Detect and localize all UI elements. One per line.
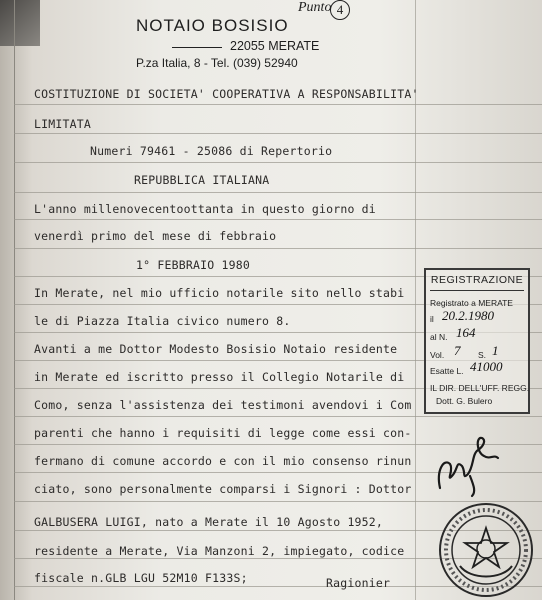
stamp-registered-label: Registrato a MERATE: [430, 298, 513, 308]
corner-shadow: [0, 0, 40, 46]
body-line: residente a Merate, Via Manzoni 2, impiegato, codice: [34, 544, 405, 558]
deed-date: 1° FEBBRAIO 1980: [136, 258, 250, 272]
body-line: L'anno millenovecentoottanta in questo giorno di: [34, 202, 376, 216]
stamp-paid-label: Esatte L.: [430, 366, 464, 376]
stamp-paid-value: 41000: [470, 359, 503, 374]
letterhead-dash: [172, 47, 222, 48]
stamp-series-label: S.: [478, 350, 487, 360]
notary-signature: [428, 430, 508, 500]
stamp-date-value: 20.2.1980: [442, 308, 494, 323]
body-line: Ragionier: [326, 576, 391, 590]
repertory-numbers: Numeri 79461 - 25086 di Repertorio: [90, 144, 333, 158]
handwritten-note: Punto: [298, 0, 332, 15]
body-line: fiscale n.GLB LGU 52M10 F133S;: [34, 571, 248, 585]
body-line: In Merate, nel mio ufficio notarile sito nello stabi: [34, 286, 405, 300]
handwritten-number: 4: [330, 0, 350, 20]
postcode-city: 22055 MERATE: [230, 39, 320, 53]
stamp-number-value: 164: [456, 325, 476, 340]
body-line: parenti che hanno i requisiti di legge come essi con-: [34, 426, 412, 440]
body-line: Como, senza l'assistenza dei testimoni avendovi i Com: [34, 398, 412, 412]
body-line: GALBUSERA LUIGI, nato a Merate il 10 Agosto 1952,: [34, 515, 384, 529]
stamp-volume-value: 7: [454, 343, 461, 358]
stamp-office-label: IL DIR. DELL'UFF. REGG.: [430, 383, 530, 393]
body-line: ciato, sono personalmente comparsi i Signori : Dottor: [34, 482, 412, 496]
stamp-number-label: al N.: [430, 332, 448, 342]
notary-name: NOTAIO BOSISIO: [136, 16, 289, 35]
body-line: fermano di comune accordo e con il mio consenso rinun: [34, 454, 412, 468]
body-line: le di Piazza Italia civico numero 8.: [34, 314, 291, 328]
stamp-date-prefix: il: [430, 314, 434, 324]
notarial-seal-icon: [434, 500, 538, 600]
body-line: Avanti a me Dottor Modesto Bosisio Notaio residente: [34, 342, 398, 356]
body-line: venerdì primo del mese di febbraio: [34, 229, 277, 243]
registration-stamp: [424, 268, 530, 414]
body-line: in Merate ed iscritto presso il Collegio Notarile di: [34, 370, 405, 384]
document-title: COSTITUZIONE DI SOCIETA' COOPERATIVA A RESPONSABILITA': [34, 87, 419, 101]
stamp-official-name: Dott. G. Bulero: [436, 396, 493, 406]
address-phone: P.za Italia, 8 - Tel. (039) 52940: [136, 56, 298, 70]
stamp-series-value: 1: [492, 343, 499, 358]
stamp-title: REGISTRAZIONE: [430, 274, 524, 286]
republic-heading: REPUBBLICA ITALIANA: [134, 173, 270, 187]
body-line: LIMITATA: [34, 117, 91, 131]
left-margin-line: [14, 0, 15, 600]
stamp-volume-label: Vol.: [430, 350, 445, 360]
